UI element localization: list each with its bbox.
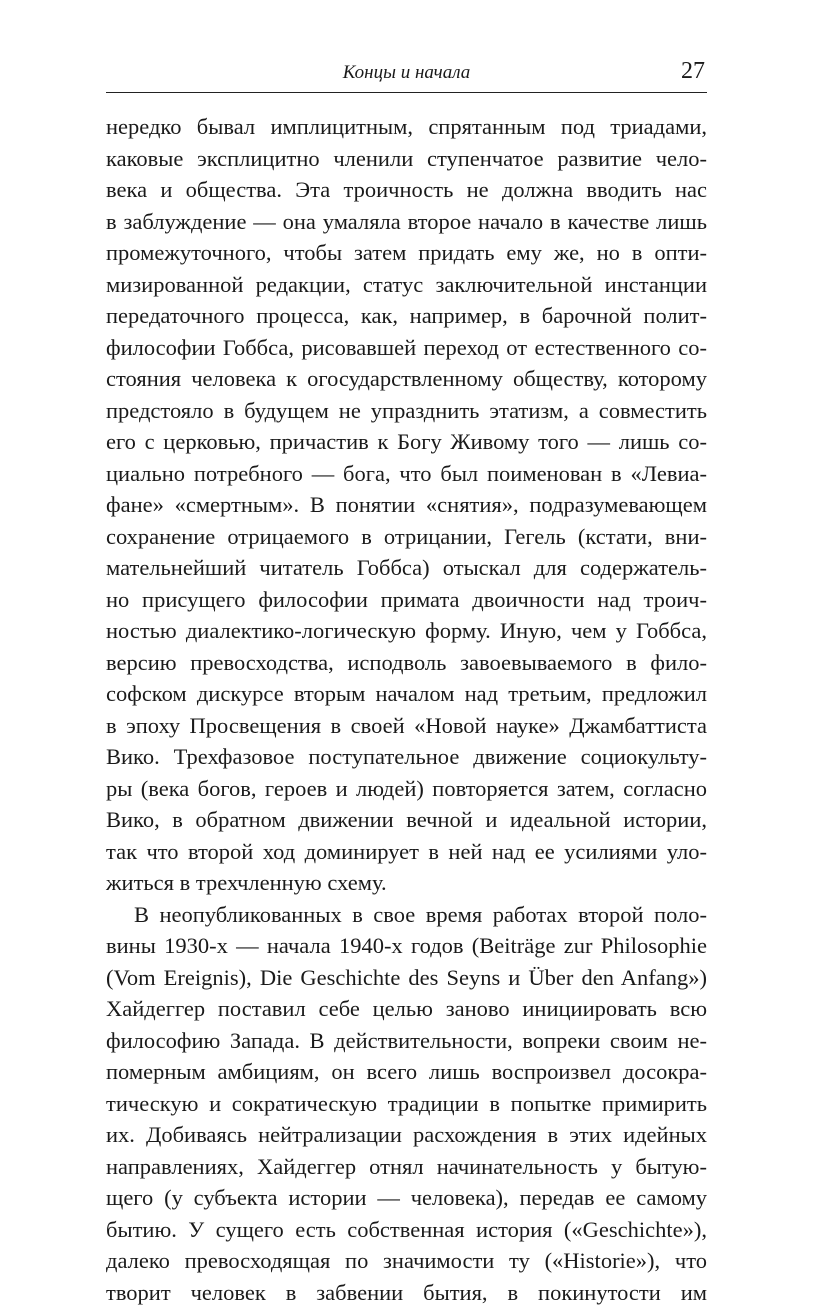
text-line: житься в трехчленную схему. xyxy=(106,867,707,899)
text-line: передаточного процесса, как, например, в барочной полит- xyxy=(106,300,707,332)
text-line: софском дискурсе вторым началом над третьим, предложил xyxy=(106,678,707,710)
paragraph xyxy=(106,899,707,1308)
text-line: бытию. У сущего есть собственная история («Geschichte»), xyxy=(106,1214,707,1246)
text-line: ностью диалектико-логическую форму. Иную, чем у Гоббса, xyxy=(106,615,707,647)
text-line: предстояло в будущем не упразднить этатизм, а совместить xyxy=(106,395,707,427)
text-line: далеко превосходящая по значимости ту («Historie»), что xyxy=(106,1245,707,1277)
text-line: циально потребного — бога, что был поименован в «Левиа- xyxy=(106,458,707,490)
text-line: вины 1930-х — начала 1940-х годов (Beiträge zur Philosophie xyxy=(106,930,707,962)
text-line: сохранение отрицаемого в отрицании, Гегель (кстати, вни- xyxy=(106,521,707,553)
text-line: Хайдеггер поставил себе целью заново инициировать всю xyxy=(106,993,707,1025)
text-line: нередко бывал имплицитным, спрятанным под триадами, xyxy=(106,111,707,143)
text-line: мательнейший читатель Гоббса) отыскал для содержатель- xyxy=(106,552,707,584)
text-line: промежуточного, чтобы затем придать ему же, но в опти- xyxy=(106,237,707,269)
text-line: тическую и сократическую традиции в попытке примирить xyxy=(106,1088,707,1120)
text-line: померным амбициям, он всего лишь воспроизвел досокра- xyxy=(106,1056,707,1088)
text-line: мизированной редакции, статус заключительной инстанции xyxy=(106,269,707,301)
text-line: направлениях, Хайдеггер отнял начинательность у бытую- xyxy=(106,1151,707,1183)
text-line: Вико. Трехфазовое поступательное движение социокульту- xyxy=(106,741,707,773)
text-line: в заблуждение — она умаляла второе начало в качестве лишь xyxy=(106,206,707,238)
text-line: ры (века богов, героев и людей) повторяется затем, согласно xyxy=(106,773,707,805)
text-line: каковые эксплицитно членили ступенчатое развитие чело- xyxy=(106,143,707,175)
body-text xyxy=(106,111,707,1308)
text-line: века и общества. Эта троичность не должна вводить нас xyxy=(106,174,707,206)
text-line: щего (у субъекта истории — человека), передав ее самому xyxy=(106,1182,707,1214)
text-line: стояния человека к огосударствленному обществу, которому xyxy=(106,363,707,395)
text-line: философии Гоббса, рисовавшей переход от естественного со- xyxy=(106,332,707,364)
text-line: но присущего философии примата двоичности над троич- xyxy=(106,584,707,616)
page-number: 27 xyxy=(681,58,705,85)
text-line: фане» «смертным». В понятии «снятия», подразумевающем xyxy=(106,489,707,521)
running-title: Концы и начала xyxy=(106,62,707,84)
text-line: их. Добиваясь нейтрализации расхождения в этих идейных xyxy=(106,1119,707,1151)
running-header xyxy=(106,58,707,93)
text-line: философию Запада. В действительности, вопреки своим не- xyxy=(106,1025,707,1057)
text-line: его с церковью, причастив к Богу Живому того — лишь со- xyxy=(106,426,707,458)
text-line: творит человек в забвении бытия, в покинутости им xyxy=(106,1277,707,1308)
text-line: в эпоху Просвещения в своей «Новой науке» Джамбаттиста xyxy=(106,710,707,742)
text-line: (Vom Ereignis), Die Geschichte des Seyns и Über den Anfang») xyxy=(106,962,707,994)
text-line: Вико, в обратном движении вечной и идеальной истории, xyxy=(106,804,707,836)
text-line: версию превосходства, исподволь завоевываемого в фило- xyxy=(106,647,707,679)
text-line: так что второй ход доминирует в ней над ее усилиями уло- xyxy=(106,836,707,868)
text-line: В неопубликованных в свое время работах второй поло- xyxy=(106,899,707,931)
paragraph xyxy=(106,111,707,899)
